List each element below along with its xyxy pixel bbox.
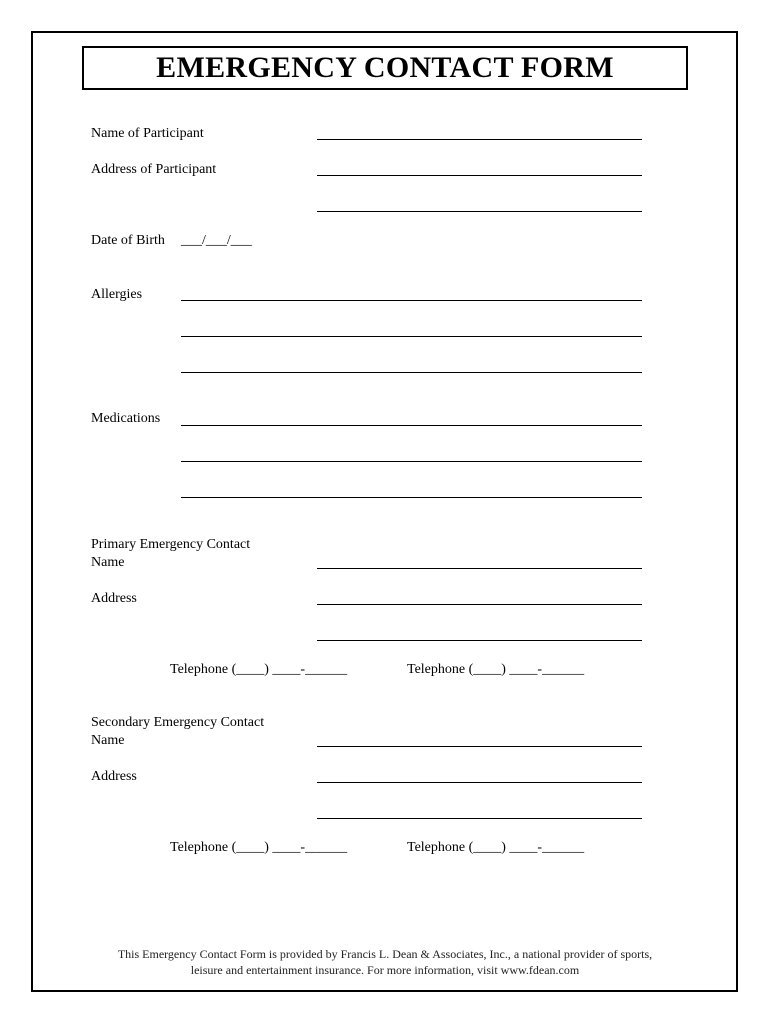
secondary-contact-name-label: Name bbox=[91, 733, 125, 748]
primary-contact-telephone-1[interactable]: Telephone (____) ____-______ bbox=[170, 662, 348, 677]
participant-address-label: Address of Participant bbox=[91, 162, 217, 177]
allergies-label: Allergies bbox=[91, 287, 143, 302]
allergies-field-2[interactable] bbox=[181, 336, 642, 337]
primary-contact-telephone-2[interactable]: Telephone (____) ____-______ bbox=[407, 662, 585, 677]
dob-field[interactable]: ___/___/___ bbox=[181, 233, 252, 248]
medications-field-3[interactable] bbox=[181, 497, 642, 498]
secondary-contact-telephone-1[interactable]: Telephone (____) ____-______ bbox=[170, 840, 348, 855]
allergies-field-1[interactable] bbox=[181, 300, 642, 301]
primary-contact-heading: Primary Emergency Contact bbox=[91, 537, 251, 552]
primary-contact-name-field[interactable] bbox=[317, 568, 642, 569]
dob-label: Date of Birth bbox=[91, 233, 165, 248]
participant-address-field-1[interactable] bbox=[317, 175, 642, 176]
form-title: EMERGENCY CONTACT FORM bbox=[82, 46, 688, 90]
secondary-contact-address-label: Address bbox=[91, 769, 137, 784]
primary-contact-address-label: Address bbox=[91, 591, 137, 606]
secondary-contact-address-field-1[interactable] bbox=[317, 782, 642, 783]
footer-note bbox=[60, 946, 710, 978]
medications-label: Medications bbox=[91, 411, 161, 426]
participant-name-field[interactable] bbox=[317, 139, 642, 140]
secondary-contact-telephone-2[interactable]: Telephone (____) ____-______ bbox=[407, 840, 585, 855]
allergies-field-3[interactable] bbox=[181, 372, 642, 373]
participant-address-field-2[interactable] bbox=[317, 211, 642, 212]
secondary-contact-name-field[interactable] bbox=[317, 746, 642, 747]
footer-line-2: leisure and entertainment insurance. For more information, visit www.fdean.com bbox=[190, 963, 580, 977]
secondary-contact-address-field-2[interactable] bbox=[317, 818, 642, 819]
participant-name-label: Name of Participant bbox=[91, 126, 204, 141]
medications-field-1[interactable] bbox=[181, 425, 642, 426]
secondary-contact-heading: Secondary Emergency Contact bbox=[91, 715, 265, 730]
primary-contact-name-label: Name bbox=[91, 555, 125, 570]
primary-contact-address-field-2[interactable] bbox=[317, 640, 642, 641]
medications-field-2[interactable] bbox=[181, 461, 642, 462]
primary-contact-address-field-1[interactable] bbox=[317, 604, 642, 605]
footer-line-1: This Emergency Contact Form is provided by Francis L. Dean & Associates, Inc., a national provider of sports, bbox=[117, 947, 653, 961]
